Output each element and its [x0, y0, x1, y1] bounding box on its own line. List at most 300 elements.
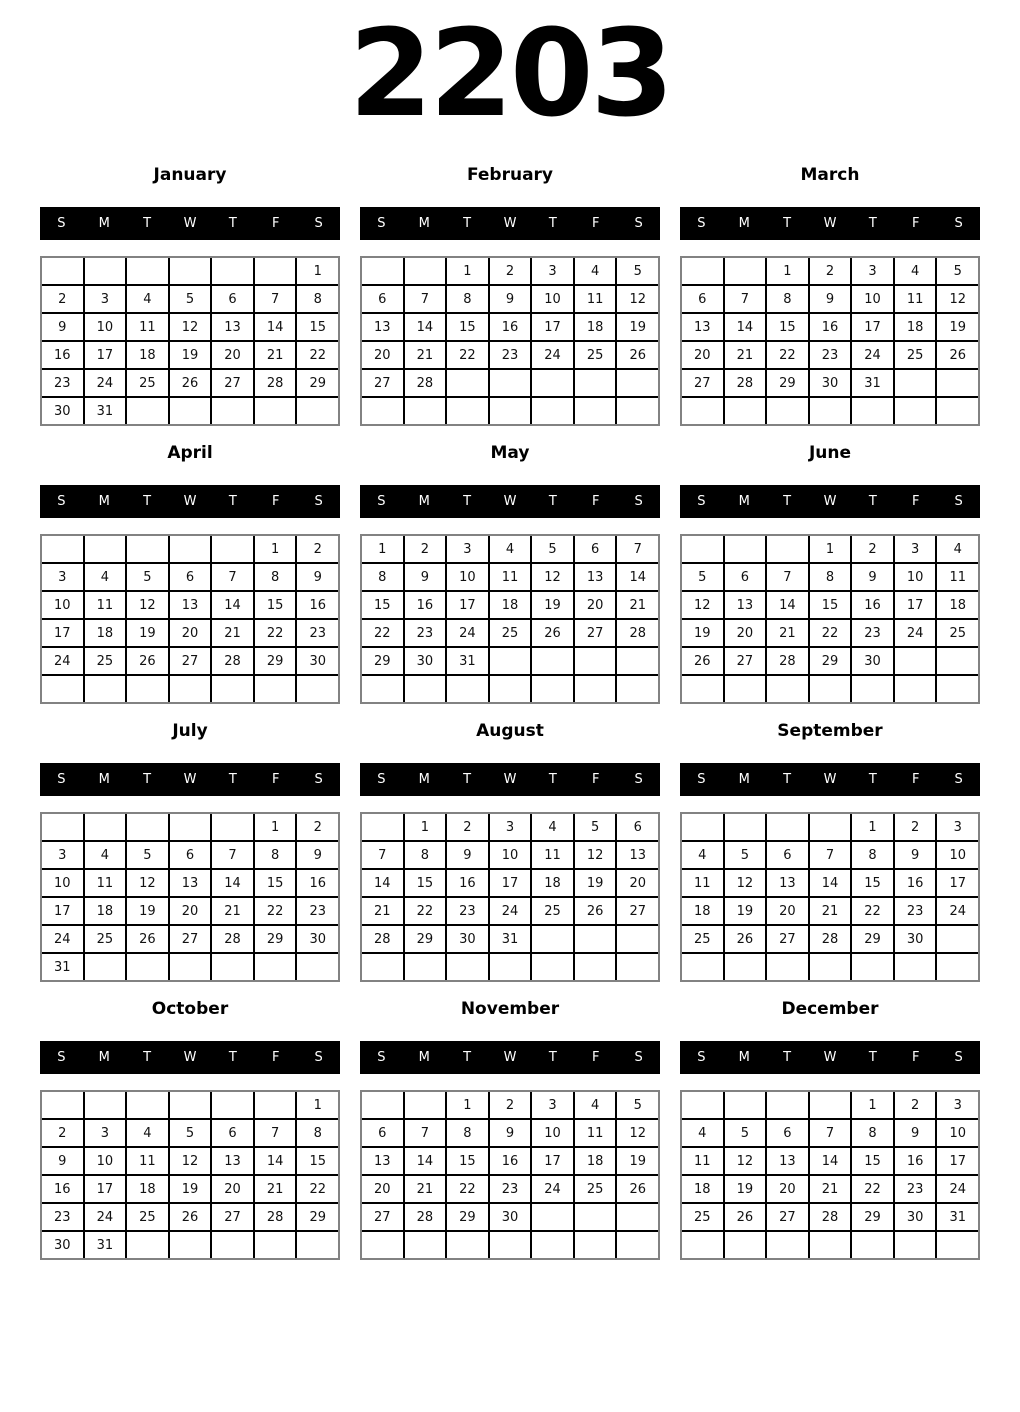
day-cell: 19	[937, 314, 978, 340]
day-cell: 4	[85, 842, 126, 868]
day-cell: 27	[212, 1204, 253, 1230]
weekday-label: F	[591, 1050, 600, 1065]
empty-cell	[170, 536, 211, 562]
day-cell: 11	[937, 564, 978, 590]
empty-cell	[127, 1092, 168, 1118]
day-cell: 20	[767, 1176, 808, 1202]
day-cell: 24	[532, 1176, 573, 1202]
day-cell: 8	[297, 286, 338, 312]
empty-cell	[682, 1232, 723, 1258]
day-cell: 15	[297, 1148, 338, 1174]
empty-cell	[362, 258, 403, 284]
empty-cell	[362, 1092, 403, 1118]
day-cell: 17	[532, 1148, 573, 1174]
day-cell: 17	[85, 1176, 126, 1202]
weekday-label: S	[697, 216, 706, 231]
day-cell: 23	[895, 898, 936, 924]
weekday-label: T	[783, 216, 792, 231]
day-cell: 26	[725, 926, 766, 952]
empty-cell	[297, 398, 338, 424]
day-cell: 21	[212, 620, 253, 646]
empty-cell	[725, 814, 766, 840]
day-cell: 25	[682, 1204, 723, 1230]
empty-cell	[532, 648, 573, 674]
weekday-header	[40, 763, 340, 796]
day-cell: 18	[490, 592, 531, 618]
weekday-label: S	[954, 772, 963, 787]
day-cell: 19	[617, 314, 658, 340]
weekday-label: T	[548, 216, 557, 231]
day-cell: 27	[170, 926, 211, 952]
day-cell: 1	[767, 258, 808, 284]
day-cell: 4	[532, 814, 573, 840]
weekday-label: T	[548, 772, 557, 787]
day-cell: 30	[490, 1204, 531, 1230]
day-cell: 1	[852, 814, 893, 840]
day-cell: 3	[532, 258, 573, 284]
day-cell: 30	[852, 648, 893, 674]
day-cell: 7	[362, 842, 403, 868]
day-cell: 3	[895, 536, 936, 562]
day-cell: 30	[297, 648, 338, 674]
month-august	[360, 716, 660, 982]
day-cell: 28	[362, 926, 403, 952]
day-cell: 25	[127, 1204, 168, 1230]
day-cell: 8	[767, 286, 808, 312]
day-cell: 17	[85, 342, 126, 368]
day-cell: 30	[810, 370, 851, 396]
day-cell: 19	[725, 1176, 766, 1202]
day-cell: 16	[405, 592, 446, 618]
month-january	[40, 160, 340, 426]
day-cell: 26	[532, 620, 573, 646]
weekday-header	[680, 207, 980, 240]
day-cell: 22	[362, 620, 403, 646]
day-cell: 13	[212, 1148, 253, 1174]
day-cell: 2	[42, 286, 83, 312]
weekday-label: T	[228, 772, 237, 787]
day-cell: 20	[362, 342, 403, 368]
weekday-label: F	[271, 1050, 280, 1065]
day-cell: 13	[617, 842, 658, 868]
day-cell: 23	[810, 342, 851, 368]
empty-cell	[170, 676, 211, 702]
empty-cell	[297, 954, 338, 980]
day-cell: 20	[682, 342, 723, 368]
day-cell: 20	[617, 870, 658, 896]
day-cell: 31	[85, 1232, 126, 1258]
day-cell: 26	[937, 342, 978, 368]
day-cell: 18	[937, 592, 978, 618]
day-cell: 4	[682, 842, 723, 868]
day-cell: 15	[255, 592, 296, 618]
empty-cell	[405, 1232, 446, 1258]
day-cell: 26	[725, 1204, 766, 1230]
weekday-header	[360, 485, 660, 518]
weekday-label: M	[738, 216, 750, 231]
weekday-header	[40, 1041, 340, 1074]
empty-cell	[895, 370, 936, 396]
day-cell: 31	[852, 370, 893, 396]
day-cell: 17	[895, 592, 936, 618]
day-cell: 28	[255, 1204, 296, 1230]
month-grid	[360, 534, 660, 704]
day-cell: 29	[447, 1204, 488, 1230]
day-cell: 14	[405, 1148, 446, 1174]
empty-cell	[937, 370, 978, 396]
day-cell: 3	[42, 564, 83, 590]
day-cell: 1	[810, 536, 851, 562]
month-december	[680, 994, 980, 1260]
empty-cell	[170, 258, 211, 284]
day-cell: 12	[575, 842, 616, 868]
empty-cell	[255, 258, 296, 284]
weekday-label: M	[418, 1050, 430, 1065]
weekday-label: T	[143, 494, 152, 509]
day-cell: 7	[405, 1120, 446, 1146]
day-cell: 8	[255, 564, 296, 590]
empty-cell	[725, 954, 766, 980]
day-cell: 28	[810, 1204, 851, 1230]
day-cell: 15	[405, 870, 446, 896]
weekday-label: W	[183, 772, 197, 787]
day-cell: 11	[575, 1120, 616, 1146]
empty-cell	[682, 676, 723, 702]
weekday-label: W	[503, 1050, 517, 1065]
day-cell: 20	[212, 342, 253, 368]
day-cell: 30	[895, 1204, 936, 1230]
day-cell: 9	[490, 286, 531, 312]
weekday-label: F	[911, 772, 920, 787]
month-grid	[360, 256, 660, 426]
empty-cell	[405, 398, 446, 424]
day-cell: 12	[725, 1148, 766, 1174]
day-cell: 14	[767, 592, 808, 618]
day-cell: 3	[447, 536, 488, 562]
day-cell: 6	[170, 564, 211, 590]
day-cell: 8	[405, 842, 446, 868]
weekday-label: T	[143, 772, 152, 787]
day-cell: 9	[447, 842, 488, 868]
day-cell: 10	[85, 1148, 126, 1174]
weekday-label: F	[911, 494, 920, 509]
month-name: October	[151, 999, 229, 1019]
day-cell: 25	[575, 1176, 616, 1202]
empty-cell	[937, 954, 978, 980]
month-name: March	[800, 165, 860, 185]
month-march	[680, 160, 980, 426]
weekday-label: T	[868, 772, 877, 787]
empty-cell	[447, 1232, 488, 1258]
day-cell: 28	[767, 648, 808, 674]
day-cell: 29	[852, 926, 893, 952]
day-cell: 3	[852, 258, 893, 284]
empty-cell	[767, 954, 808, 980]
day-cell: 22	[255, 898, 296, 924]
empty-cell	[255, 1232, 296, 1258]
empty-cell	[852, 1232, 893, 1258]
day-cell: 5	[575, 814, 616, 840]
day-cell: 5	[937, 258, 978, 284]
day-cell: 24	[532, 342, 573, 368]
month-june	[680, 438, 980, 704]
empty-cell	[447, 398, 488, 424]
day-cell: 14	[617, 564, 658, 590]
weekday-label: S	[314, 1050, 323, 1065]
day-cell: 14	[212, 870, 253, 896]
day-cell: 26	[617, 342, 658, 368]
empty-cell	[810, 954, 851, 980]
empty-cell	[490, 370, 531, 396]
day-cell: 15	[297, 314, 338, 340]
day-cell: 15	[362, 592, 403, 618]
day-cell: 30	[42, 1232, 83, 1258]
day-cell: 16	[895, 1148, 936, 1174]
day-cell: 10	[447, 564, 488, 590]
day-cell: 20	[170, 898, 211, 924]
day-cell: 23	[297, 898, 338, 924]
day-cell: 21	[617, 592, 658, 618]
day-cell: 6	[362, 286, 403, 312]
day-cell: 2	[490, 1092, 531, 1118]
day-cell: 4	[575, 258, 616, 284]
day-cell: 30	[405, 648, 446, 674]
day-cell: 2	[297, 536, 338, 562]
day-cell: 5	[170, 1120, 211, 1146]
month-name: February	[466, 165, 554, 185]
day-cell: 28	[810, 926, 851, 952]
day-cell: 17	[490, 870, 531, 896]
day-cell: 12	[170, 314, 211, 340]
day-cell: 27	[725, 648, 766, 674]
day-cell: 1	[297, 1092, 338, 1118]
day-cell: 30	[297, 926, 338, 952]
day-cell: 3	[937, 1092, 978, 1118]
empty-cell	[85, 536, 126, 562]
month-grid	[40, 1090, 340, 1260]
weekday-label: T	[783, 1050, 792, 1065]
day-cell: 20	[170, 620, 211, 646]
day-cell: 18	[575, 314, 616, 340]
empty-cell	[937, 648, 978, 674]
day-cell: 22	[255, 620, 296, 646]
day-cell: 8	[852, 1120, 893, 1146]
day-cell: 1	[255, 536, 296, 562]
empty-cell	[490, 648, 531, 674]
day-cell: 13	[682, 314, 723, 340]
day-cell: 5	[617, 1092, 658, 1118]
empty-cell	[447, 676, 488, 702]
day-cell: 15	[810, 592, 851, 618]
day-cell: 8	[810, 564, 851, 590]
day-cell: 9	[895, 842, 936, 868]
day-cell: 24	[85, 1204, 126, 1230]
day-cell: 28	[617, 620, 658, 646]
day-cell: 27	[212, 370, 253, 396]
day-cell: 17	[447, 592, 488, 618]
day-cell: 28	[212, 926, 253, 952]
empty-cell	[810, 814, 851, 840]
weekday-label: T	[463, 772, 472, 787]
empty-cell	[575, 370, 616, 396]
day-cell: 12	[617, 286, 658, 312]
weekday-label: M	[738, 494, 750, 509]
weekday-label: F	[591, 216, 600, 231]
weekday-header	[360, 1041, 660, 1074]
weekday-label: S	[314, 772, 323, 787]
empty-cell	[405, 676, 446, 702]
day-cell: 22	[297, 342, 338, 368]
day-cell: 24	[937, 1176, 978, 1202]
day-cell: 14	[255, 314, 296, 340]
empty-cell	[575, 1232, 616, 1258]
weekday-label: S	[314, 494, 323, 509]
day-cell: 13	[725, 592, 766, 618]
empty-cell	[42, 676, 83, 702]
empty-cell	[937, 1232, 978, 1258]
day-cell: 15	[255, 870, 296, 896]
day-cell: 22	[767, 342, 808, 368]
day-cell: 25	[490, 620, 531, 646]
day-cell: 11	[490, 564, 531, 590]
empty-cell	[170, 398, 211, 424]
day-cell: 5	[682, 564, 723, 590]
empty-cell	[575, 676, 616, 702]
empty-cell	[212, 1232, 253, 1258]
day-cell: 12	[127, 870, 168, 896]
empty-cell	[405, 258, 446, 284]
day-cell: 16	[895, 870, 936, 896]
month-february	[360, 160, 660, 426]
day-cell: 5	[127, 564, 168, 590]
day-cell: 7	[255, 1120, 296, 1146]
day-cell: 7	[767, 564, 808, 590]
day-cell: 23	[405, 620, 446, 646]
day-cell: 10	[937, 842, 978, 868]
day-cell: 21	[810, 1176, 851, 1202]
empty-cell	[212, 536, 253, 562]
empty-cell	[937, 926, 978, 952]
day-cell: 10	[490, 842, 531, 868]
empty-cell	[682, 954, 723, 980]
day-cell: 14	[725, 314, 766, 340]
empty-cell	[532, 398, 573, 424]
day-cell: 9	[297, 842, 338, 868]
day-cell: 19	[725, 898, 766, 924]
empty-cell	[810, 1092, 851, 1118]
day-cell: 22	[447, 342, 488, 368]
empty-cell	[682, 536, 723, 562]
weekday-label: T	[143, 216, 152, 231]
day-cell: 3	[85, 1120, 126, 1146]
day-cell: 31	[42, 954, 83, 980]
empty-cell	[532, 370, 573, 396]
day-cell: 29	[255, 926, 296, 952]
weekday-header	[680, 763, 980, 796]
day-cell: 15	[767, 314, 808, 340]
day-cell: 22	[297, 1176, 338, 1202]
weekday-label: F	[911, 216, 920, 231]
empty-cell	[255, 1092, 296, 1118]
weekday-label: T	[463, 216, 472, 231]
day-cell: 29	[405, 926, 446, 952]
empty-cell	[767, 1092, 808, 1118]
empty-cell	[405, 1092, 446, 1118]
weekday-header	[40, 485, 340, 518]
empty-cell	[532, 1232, 573, 1258]
weekday-label: M	[418, 494, 430, 509]
empty-cell	[42, 536, 83, 562]
empty-cell	[767, 536, 808, 562]
day-cell: 19	[617, 1148, 658, 1174]
day-cell: 8	[447, 286, 488, 312]
day-cell: 10	[532, 286, 573, 312]
empty-cell	[767, 676, 808, 702]
day-cell: 15	[447, 1148, 488, 1174]
day-cell: 24	[42, 926, 83, 952]
empty-cell	[532, 1204, 573, 1230]
day-cell: 28	[725, 370, 766, 396]
empty-cell	[575, 648, 616, 674]
day-cell: 4	[575, 1092, 616, 1118]
day-cell: 1	[852, 1092, 893, 1118]
weekday-label: S	[57, 1050, 66, 1065]
day-cell: 29	[255, 648, 296, 674]
empty-cell	[362, 398, 403, 424]
empty-cell	[255, 676, 296, 702]
day-cell: 28	[212, 648, 253, 674]
weekday-label: S	[697, 772, 706, 787]
empty-cell	[447, 954, 488, 980]
day-cell: 28	[405, 1204, 446, 1230]
day-cell: 27	[767, 1204, 808, 1230]
day-cell: 4	[127, 1120, 168, 1146]
weekday-label: W	[503, 494, 517, 509]
day-cell: 21	[255, 342, 296, 368]
day-cell: 23	[42, 370, 83, 396]
empty-cell	[810, 1232, 851, 1258]
day-cell: 14	[255, 1148, 296, 1174]
month-name: June	[808, 443, 852, 463]
day-cell: 9	[810, 286, 851, 312]
weekday-label: S	[57, 772, 66, 787]
day-cell: 23	[852, 620, 893, 646]
day-cell: 17	[532, 314, 573, 340]
empty-cell	[170, 1092, 211, 1118]
day-cell: 29	[810, 648, 851, 674]
day-cell: 7	[212, 842, 253, 868]
day-cell: 7	[255, 286, 296, 312]
empty-cell	[617, 648, 658, 674]
day-cell: 26	[575, 898, 616, 924]
day-cell: 16	[490, 314, 531, 340]
day-cell: 13	[170, 592, 211, 618]
empty-cell	[895, 676, 936, 702]
day-cell: 7	[725, 286, 766, 312]
day-cell: 4	[85, 564, 126, 590]
empty-cell	[852, 954, 893, 980]
day-cell: 2	[895, 814, 936, 840]
empty-cell	[810, 676, 851, 702]
day-cell: 11	[575, 286, 616, 312]
empty-cell	[212, 258, 253, 284]
empty-cell	[767, 1232, 808, 1258]
empty-cell	[127, 676, 168, 702]
day-cell: 25	[85, 648, 126, 674]
empty-cell	[575, 954, 616, 980]
month-april	[40, 438, 340, 704]
weekday-label: S	[377, 1050, 386, 1065]
